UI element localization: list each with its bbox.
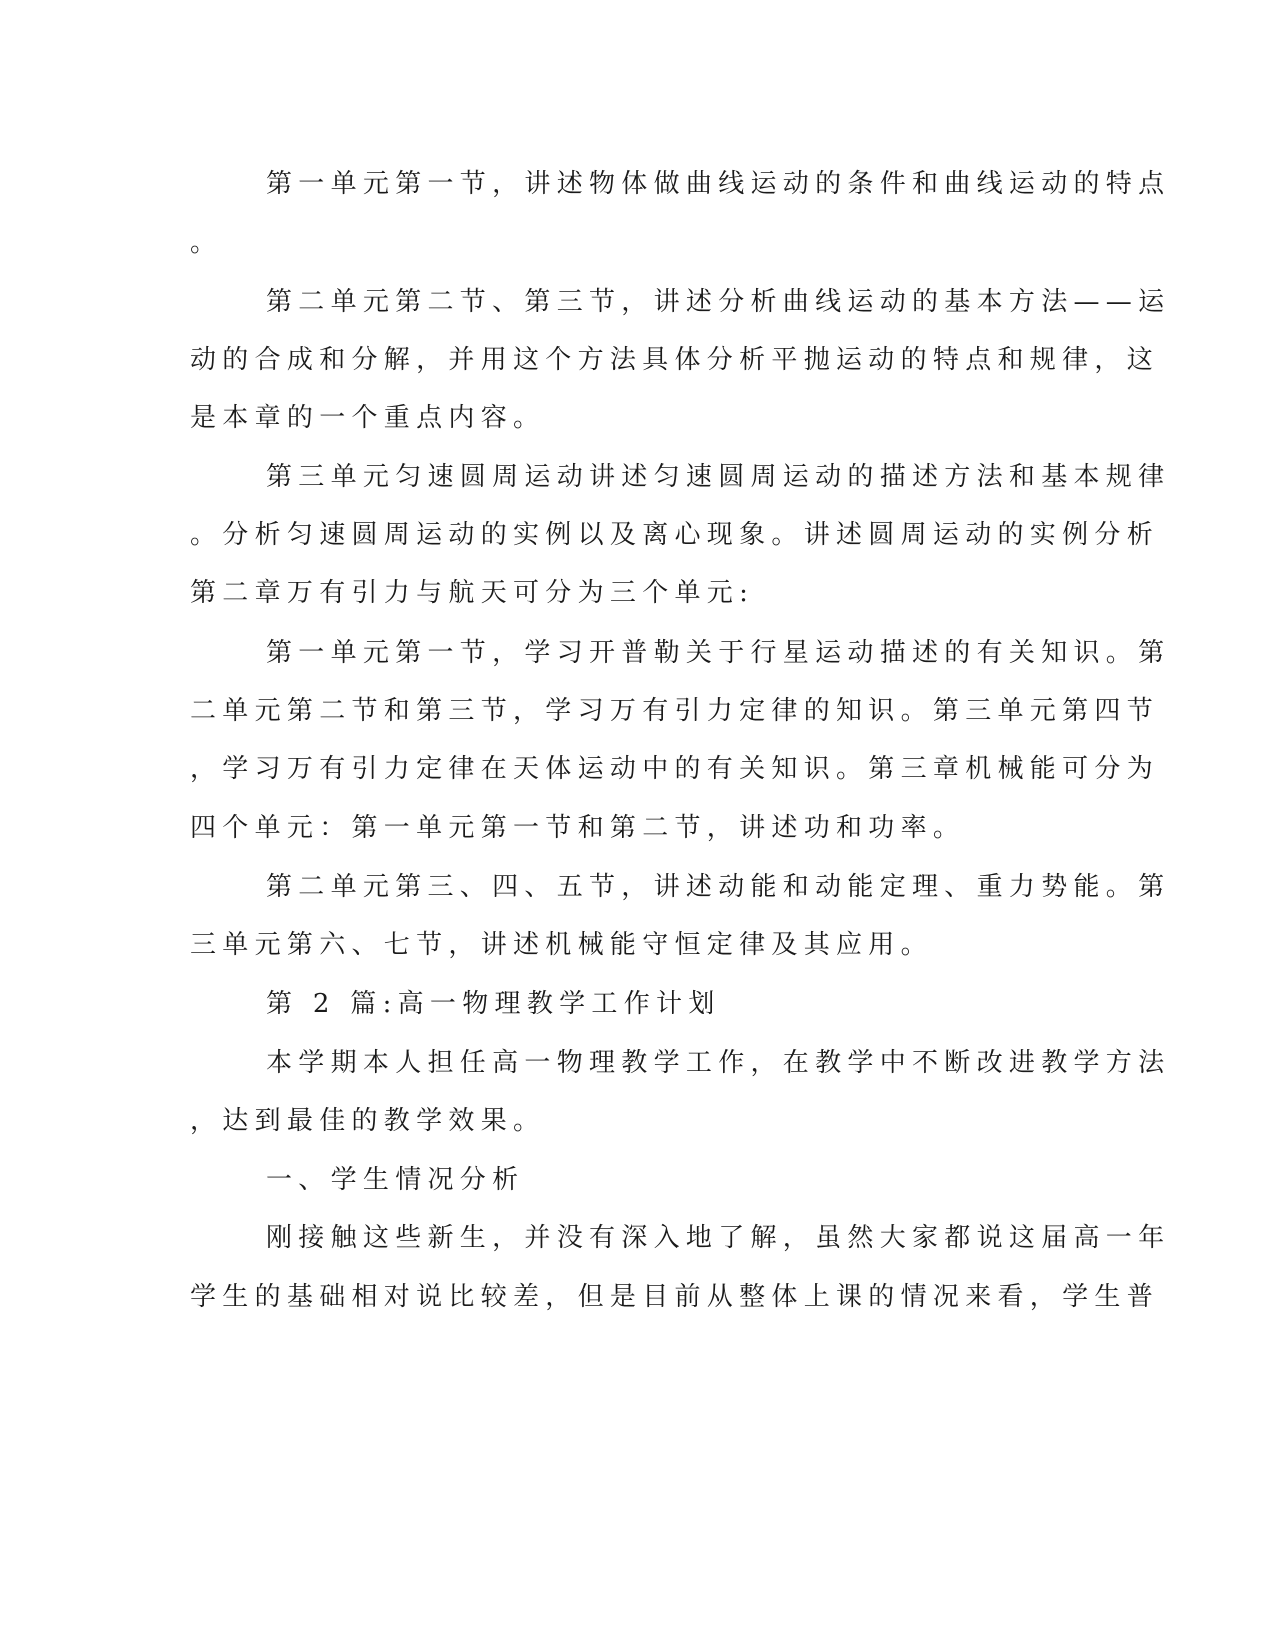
text-line: 第二章万有引力与航天可分为三个单元: xyxy=(190,578,755,608)
text-line: 。 xyxy=(190,228,223,258)
text-line: 是本章的一个重点内容。 xyxy=(190,403,546,433)
text-line: 第二单元第二节、第三节，讲述分析曲线运动的基本方法——运 xyxy=(266,287,1171,317)
text-line: 。分析匀速圆周运动的实例以及离心现象。讲述圆周运动的实例分析 xyxy=(190,520,1160,550)
text-line: ，学习万有引力定律在天体运动中的有关知识。第三章机械能可分为 xyxy=(190,754,1160,784)
text-line: 学生的基础相对说比较差，但是目前从整体上课的情况来看，学生普 xyxy=(190,1282,1160,1312)
section-heading: 第 2 篇:高一物理教学工作计划 xyxy=(266,989,721,1019)
text-line: 第二单元第三、四、五节，讲述动能和动能定理、重力势能。第 xyxy=(266,872,1171,902)
text-line: 二单元第二节和第三节，学习万有引力定律的知识。第三单元第四节 xyxy=(190,696,1160,726)
text-line: 第三单元匀速圆周运动讲述匀速圆周运动的描述方法和基本规律 xyxy=(266,462,1171,492)
text-line: 第一单元第一节，学习开普勒关于行星运动描述的有关知识。第 xyxy=(266,638,1171,668)
text-line: 四个单元：第一单元第一节和第二节，讲述功和功率。 xyxy=(190,813,966,843)
text-line: ，达到最佳的教学效果。 xyxy=(190,1106,546,1136)
text-line: 三单元第六、七节，讲述机械能守恒定律及其应用。 xyxy=(190,930,933,960)
text-line: 第一单元第一节，讲述物体做曲线运动的条件和曲线运动的特点 xyxy=(266,169,1171,199)
text-line: 动的合成和分解，并用这个方法具体分析平抛运动的特点和规律，这 xyxy=(190,345,1160,375)
text-line: 刚接触这些新生，并没有深入地了解，虽然大家都说这届高一年 xyxy=(266,1223,1171,1253)
text-line: 本学期本人担任高一物理教学工作，在教学中不断改进教学方法 xyxy=(266,1048,1171,1078)
subsection-heading: 一、学生情况分析 xyxy=(266,1165,525,1195)
